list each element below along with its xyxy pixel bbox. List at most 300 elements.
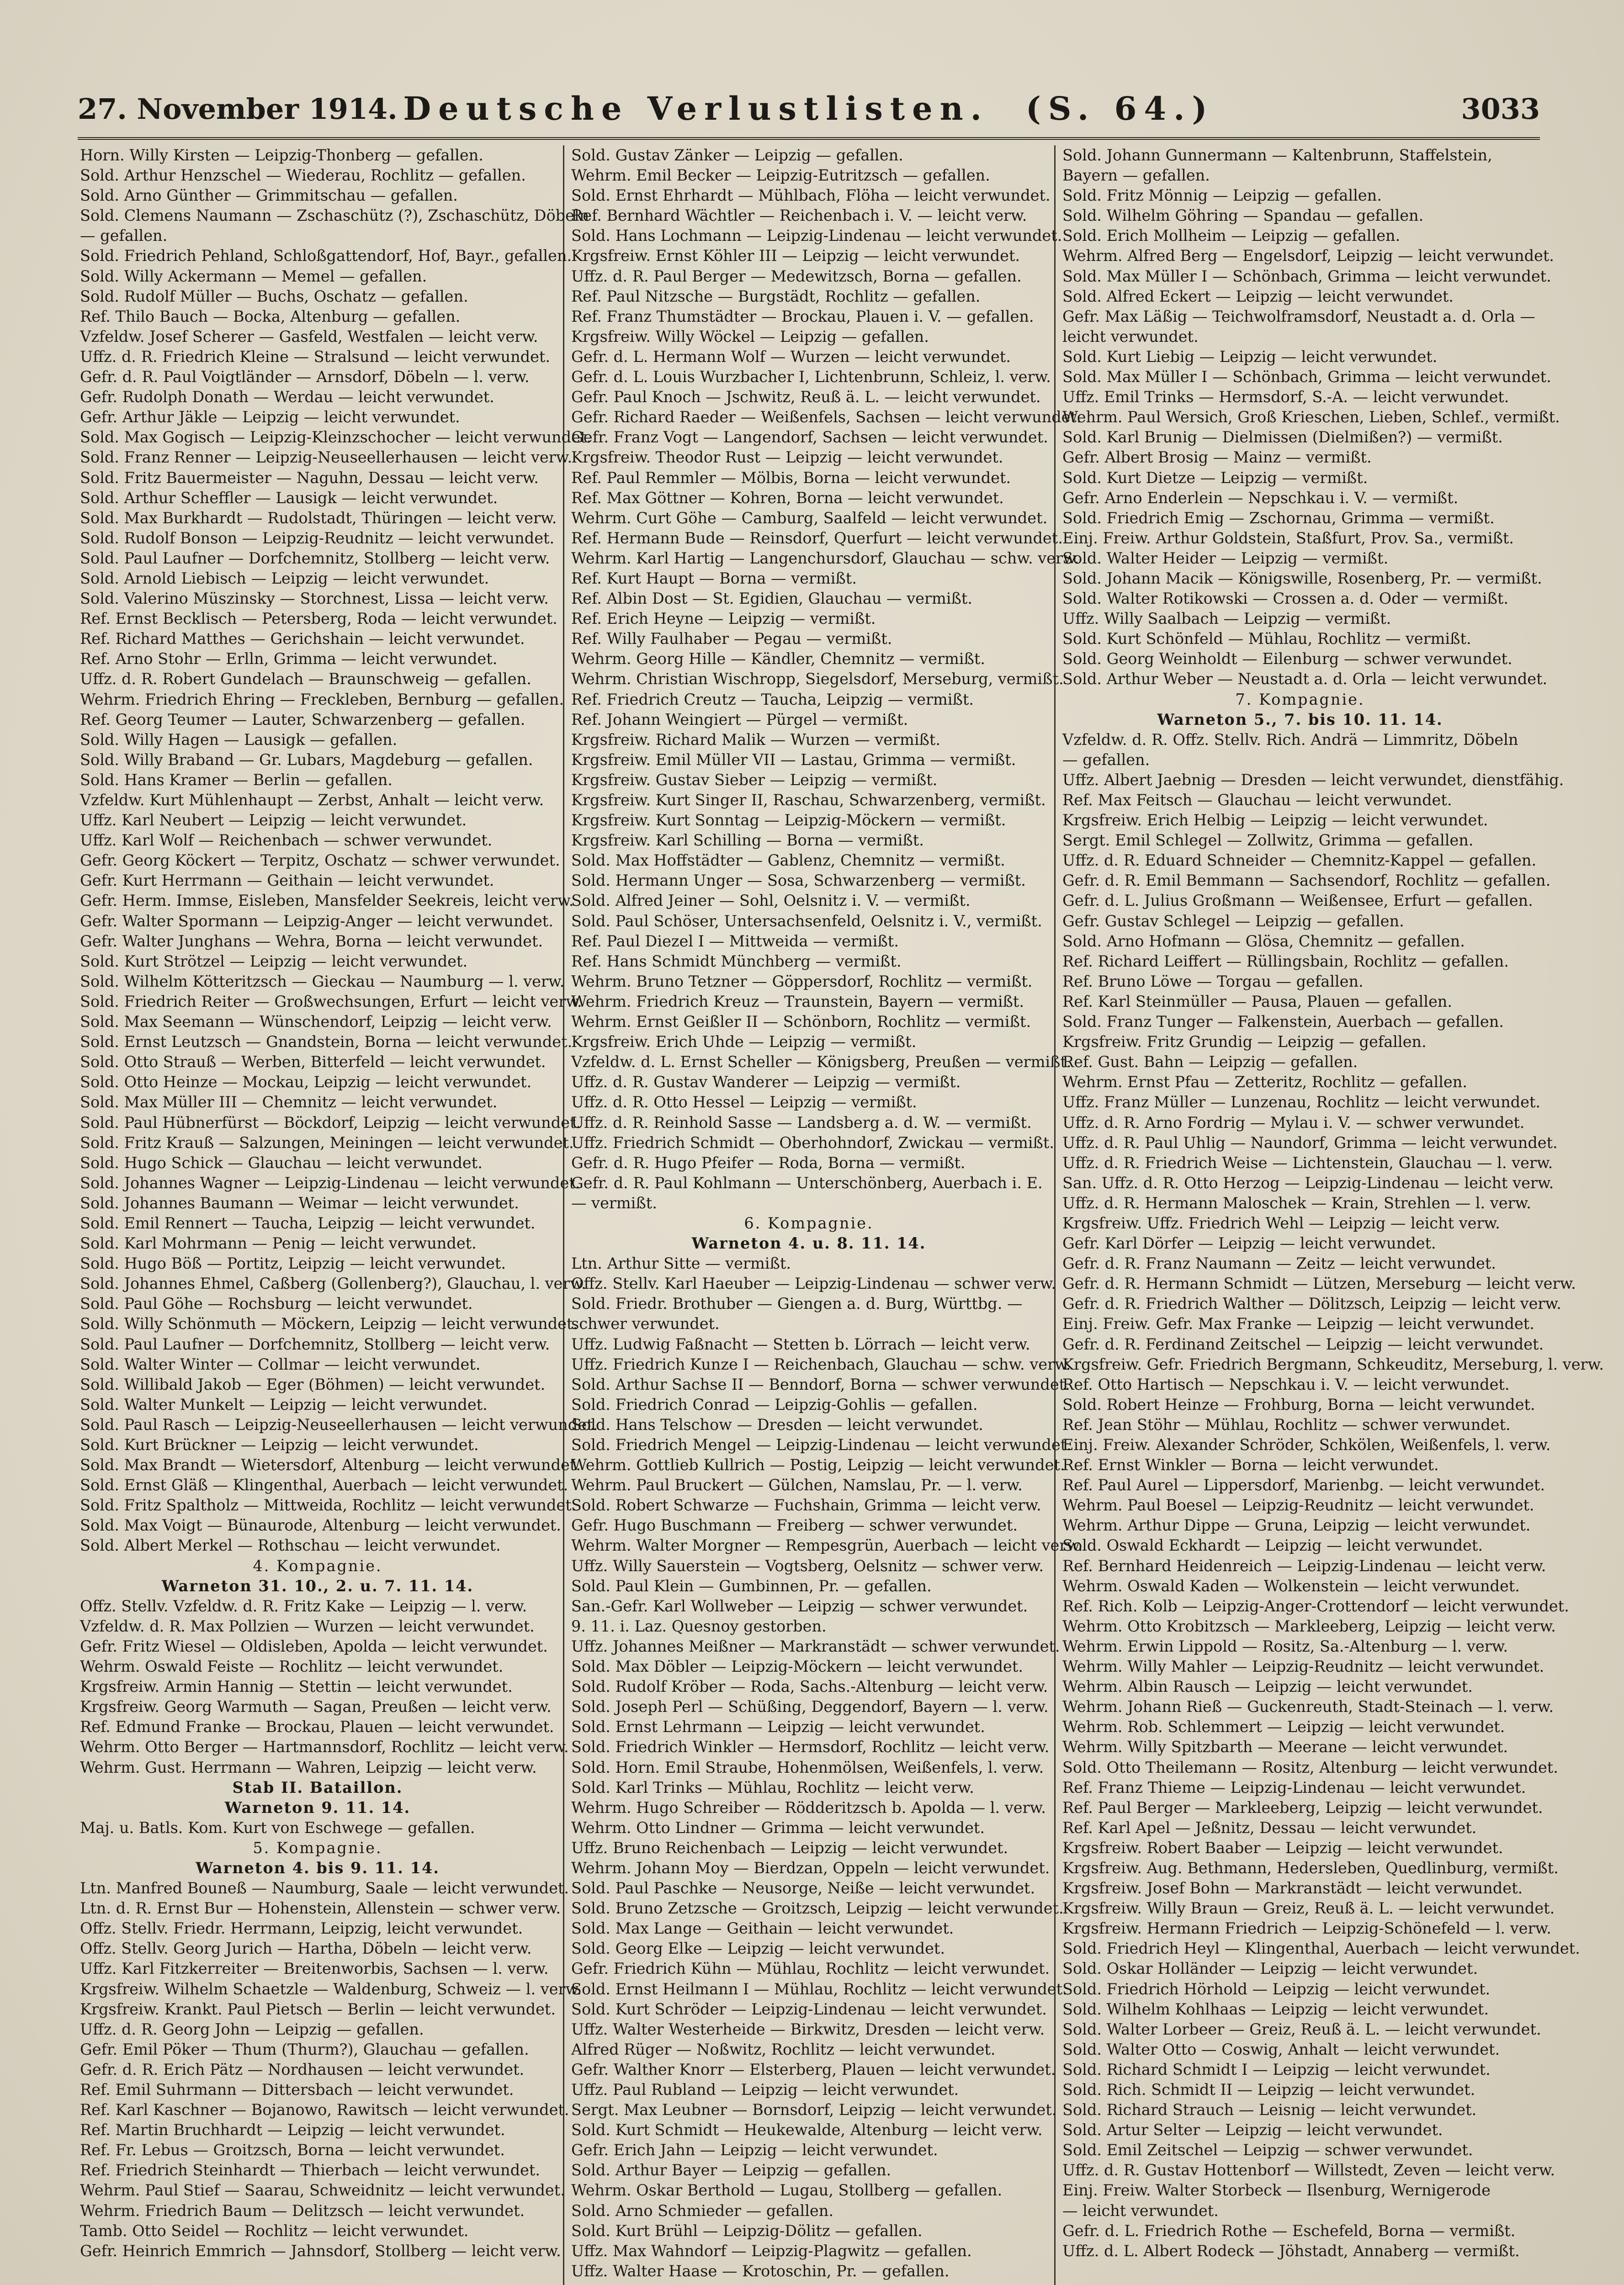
company-heading: 6. Kompagnie. [744,1214,874,1232]
casualty-entry: Sold. Otto Theilemann — Rositz, Altenburg — leicht verwundet. [1062,1758,1558,1776]
location-date-heading: Warneton 4. bis 9. 11. 14. [196,1859,440,1877]
casualty-entry: Einj. Freiw. Gefr. Max Franke — Leipzig — leicht verwundet. [1062,1315,1534,1333]
casualty-entry: Vzfeldw. d. L. Ernst Scheller — Königsberg, Preußen — vermißt. [571,1053,1072,1071]
casualty-entry: Sold. Hans Telschow — Dresden — leicht verwundet. [571,1415,983,1434]
casualty-entry: Wehrm. Gust. Herrmann — Wahren, Leipzig — leicht verw. [80,1758,537,1776]
casualty-entry: Uffz. d. R. Gustav Hottenborf — Willstedt, Zeven — leicht verw. [1062,2161,1555,2179]
casualty-entry: Wehrm. Curt Göhe — Camburg, Saalfeld — leicht verwundet. [571,509,1048,527]
casualty-entry: Uffz. Friedrich Kunze I — Reichenbach, Glauchau — schw. verw. [571,1355,1071,1373]
casualty-entry: Wehrm. Willy Mahler — Leipzig-Reudnitz — leicht verwundet. [1062,1658,1544,1676]
casualty-entry: Sold. Walter Munkelt — Leipzig — leicht verwundet. [80,1395,488,1414]
casualty-entry: Uffz. d. R. Friedrich Kleine — Stralsund — leicht verwundet. [80,347,551,366]
casualty-entry: Sold. Walter Otto — Coswig, Anhalt — leicht verwundet. [1062,2040,1500,2058]
casualty-entry: Sold. Gustav Zänker — Leipzig — gefallen. [571,146,903,164]
casualty-entry: Sold. Hugo Böß — Portitz, Leipzig — leicht verwundet. [80,1254,506,1273]
casualty-entry: Tamb. Otto Seidel — Rochlitz — leicht verwundet. [80,2221,469,2240]
casualty-entry: Sold. Wilhelm Kötteritzsch — Gieckau — Naumburg — l. verw. [80,972,565,990]
casualty-entry: Gefr. Franz Vogt — Langendorf, Sachsen — leicht verwundet. [571,428,1048,446]
casualty-entry: Offz. Stellv. Friedr. Herrmann, Leipzig, leicht verwundet. [80,1919,523,1938]
casualty-entry: Sold. Karl Trinks — Mühlau, Rochlitz — leicht verw. [571,1778,974,1796]
casualty-entry: Krgsfreiw. Krankt. Paul Pietsch — Berlin — leicht verwundet. [80,2000,556,2018]
casualty-entry: Ltn. d. R. Ernst Bur — Hohenstein, Allenstein — schwer verw. [80,1899,561,1918]
casualty-entry: Sold. Rudolf Müller — Buchs, Oschatz — gefallen. [80,287,468,305]
casualty-entry: Gefr. Fritz Wiesel — Oldisleben, Apolda — leicht verwundet. [80,1637,548,1655]
casualty-entry: Gefr. Gustav Schlegel — Leipzig — gefallen. [1062,912,1404,930]
casualty-entry: Ref. Arno Stohr — Erlln, Grimma — leicht verwundet. [80,650,498,668]
location-date-heading: Stab II. Bataillon. [232,1778,403,1796]
casualty-entry: Sold. Willy Braband — Gr. Lubars, Magdeburg — gefallen. [80,750,533,769]
casualty-entry: Gefr. d. R. Paul Kohlmann — Unterschönberg, Auerbach i. E. [571,1174,1043,1192]
casualty-entry: Gefr. Kurt Herrmann — Geithain — leicht verwundet. [80,871,494,890]
casualty-entry: Sold. Walter Lorbeer — Greiz, Reuß ä. L. — leicht verwundet. [1062,2020,1541,2038]
casualty-entry: Uffz. d. R. Paul Uhlig — Naundorf, Grimma — leicht verwundet. [1062,1133,1558,1152]
casualty-entry: Wehrm. Paul Stief — Saarau, Schweidnitz — leicht verwundet. [80,2181,565,2200]
casualty-entry: Sold. Willibald Jakob — Eger (Böhmen) — leicht verwundet. [80,1375,546,1393]
casualty-entry: Sold. Ernst Heilmann I — Mühlau, Rochlitz — leicht verwundet. [571,1980,1067,1998]
casualty-entry: Sold. Johannes Ehmel, Caßberg (Gollenberg?), Glauchau, l. verw. [80,1275,586,1293]
casualty-entry: Vzfeldw. d. R. Max Pollzien — Wurzen — leicht verwundet. [80,1617,535,1635]
publication-title [78,90,1540,128]
casualty-entry: Offz. Stellv. Georg Jurich — Hartha, Döbeln — leicht verw. [80,1940,532,1958]
casualty-entry: Gefr. Heinrich Emmrich — Jahnsdorf, Stollberg — leicht verw. [80,2242,561,2260]
casualty-entry: Uffz. d. R. Paul Berger — Medewitzsch, Borna — gefallen. [571,267,1022,285]
casualty-entry: Sold. Max Müller III — Chemnitz — leicht verwundet. [80,1093,498,1111]
casualty-entry: Wehrm. Paul Boesel — Leipzig-Reudnitz — leicht verwundet. [1062,1496,1534,1514]
casualty-entry: Bayern — gefallen. [1062,166,1210,185]
casualty-entry: Sold. Walter Heider — Leipzig — vermißt. [1062,549,1389,567]
casualty-entry: Sold. Rich. Schmidt II — Leipzig — leicht verwundet. [1062,2081,1475,2099]
casualty-entry: Sold. Franz Renner — Leipzig-Neuseellerhausen — leicht verw. [80,448,573,467]
casualty-entry: Gefr. Walther Knorr — Elsterberg, Plauen — leicht verwundet. [571,2060,1056,2078]
casualty-entry: Uffz. Johannes Meißner — Markranstädt — schwer verwundet. [571,1637,1060,1655]
casualty-entry: Sold. Friedrich Pehland, Schloßgattendorf, Hof, Bayr., gefallen. [80,247,572,265]
casualty-entry: Uffz. Karl Neubert — Leipzig — leicht verwundet. [80,811,467,829]
casualty-entry: Wehrm. Ernst Pfau — Zetteritz, Rochlitz — gefallen. [1062,1073,1467,1091]
casualty-entry: Ref. Richard Matthes — Gerichshain — leicht verwundet. [80,630,525,648]
casualty-entry: Sold. Friedrich Emig — Zschornau, Grimma — vermißt. [1062,509,1495,527]
casualty-entry: Sold. Paul Schöser, Untersachsenfeld, Oelsnitz i. V., vermißt. [571,912,1042,930]
casualty-entry: Sold. Arthur Scheffler — Lausigk — leicht verwundet. [80,489,498,507]
casualty-entry: Sold. Bruno Zetzsche — Groitzsch, Leipzig — leicht verwundet. [571,1899,1064,1918]
casualty-entry: Uffz. Friedrich Schmidt — Oberhohndorf, Zwickau — vermißt. [571,1133,1054,1152]
casualty-entry: Sold. Fritz Krauß — Salzungen, Meiningen — leicht verwundet. [80,1133,574,1152]
casualty-entry: Wehrm. Friedrich Kreuz — Traunstein, Bayern — vermißt. [571,992,1024,1010]
casualty-entry: Sold. Max Voigt — Bünaurode, Altenburg — leicht verwundet. [80,1516,561,1535]
casualty-entry: Ltn. Manfred Bouneß — Naumburg, Saale — leicht verwundet. [80,1879,569,1897]
title-text: Deutsche Verlustlisten. [403,90,989,128]
casualty-entry: Ref. Max Göttner — Kohren, Borna — leicht verwundet. [571,489,1004,507]
casualty-entry: Krgsfreiw. Kurt Singer II, Raschau, Schwarzenberg, vermißt. [571,791,1046,809]
casualty-entry: Ref. Georg Teumer — Lauter, Schwarzenberg — gefallen. [80,710,525,728]
casualty-entry: Wehrm. Arthur Dippe — Gruna, Leipzig — leicht verwundet. [1062,1516,1531,1535]
casualty-entry: Uffz. Max Wahndorf — Leipzig-Plagwitz — gefallen. [571,2242,972,2260]
casualty-entry: Wehrm. Hugo Schreiber — Rödderitzsch b. Apolda — l. verw. [571,1798,1046,1817]
casualty-entry: Ref. Gust. Bahn — Leipzig — gefallen. [1062,1053,1358,1071]
casualty-entry: Gefr. Hugo Buschmann — Freiberg — schwer verwundet. [571,1516,1018,1535]
casualty-entry: Sold. Paul Klein — Gumbinnen, Pr. — gefallen. [571,1577,932,1595]
casualty-entry: Uffz. Willy Sauerstein — Vogtsberg, Oelsnitz — schwer verw. [571,1557,1044,1575]
casualty-entry: Gefr. d. R. Ferdinand Zeitschel — Leipzig — leicht verwundet. [1062,1335,1544,1353]
casualty-entry: Sold. Kurt Schröder — Leipzig-Lindenau — leicht verwundet. [571,2000,1047,2018]
casualty-entry: Wehrm. Friedrich Baum — Delitzsch — leicht verwundet. [80,2201,525,2220]
casualty-entry: Ref. Paul Berger — Markleeberg, Leipzig — leicht verwundet. [1062,1798,1543,1817]
casualty-entry: Ref. Kurt Haupt — Borna — vermißt. [571,569,857,587]
casualty-entry: 9. 11. i. Laz. Quesnoy gestorben. [571,1617,827,1635]
casualty-entry: Sold. Albert Merkel — Rothschau — leicht verwundet. [80,1536,501,1555]
casualty-entry: Sold. Kurt Schönfeld — Mühlau, Rochlitz — vermißt. [1062,630,1471,648]
casualty-entry: Sold. Robert Heinze — Frohburg, Borna — leicht verwundet. [1062,1395,1535,1414]
casualty-entry: Gefr. d. R. Paul Voigtländer — Arnsdorf, Döbeln — l. verw. [80,368,530,386]
casualty-entry: Sold. Friedrich Winkler — Hermsdorf, Rochlitz — leicht verw. [571,1738,1050,1756]
casualty-entry: Krgsfreiw. Richard Malik — Wurzen — vermißt. [571,730,941,749]
casualty-entry: Sold. Arthur Bayer — Leipzig — gefallen. [571,2161,892,2179]
casualty-entry: Ref. Hermann Bude — Reinsdorf, Querfurt — leicht verwundet. [571,529,1063,547]
casualty-entry: Krgsfreiw. Gustav Sieber — Leipzig — vermißt. [571,771,938,789]
casualty-entry: Uffz. Franz Müller — Lunzenau, Rochlitz — leicht verwundet. [1062,1093,1541,1111]
casualty-entry: Ref. Otto Hartisch — Nepschkau i. V. — leicht verwundet. [1062,1375,1510,1393]
casualty-entry: Wehrm. Ernst Geißler II — Schönborn, Rochlitz — vermißt. [571,1013,1031,1031]
casualty-entry: Ref. Bruno Löwe — Torgau — gefallen. [1062,972,1364,990]
casualty-entry: Einj. Freiw. Arthur Goldstein, Staßfurt, Prov. Sa., vermißt. [1062,529,1514,547]
casualty-entry: Uffz. d. R. Reinhold Sasse — Landsberg a. d. W. — vermißt. [571,1113,1032,1132]
casualty-entry: Sold. Alfred Jeiner — Sohl, Oelsnitz i. V. — vermißt. [571,892,971,910]
casualty-entry: Krgsfreiw. Erich Helbig — Leipzig — leicht verwundet. [1062,811,1488,829]
casualty-entry: Sold. Wilhelm Göhring — Spandau — gefallen. [1062,207,1424,225]
casualty-entry: Gefr. Arno Enderlein — Nepschkau i. V. — vermißt. [1062,489,1459,507]
casualty-entry: Sold. Fritz Mönnig — Leipzig — gefallen. [1062,186,1382,205]
casualty-entry: Krgsfreiw. Gefr. Friedrich Bergmann, Schkeuditz, Merseburg, l. verw. [1062,1355,1604,1373]
casualty-entry: Sold. Rudolf Kröber — Roda, Sachs.-Altenburg — leicht verw. [571,1678,1048,1696]
casualty-entry: Sold. Karl Brunig — Dielmissen (Dielmißen?) — vermißt. [1062,428,1503,446]
location-date-heading: Warneton 9. 11. 14. [224,1798,411,1817]
casualty-entry: Gefr. Richard Raeder — Weißenfels, Sachsen — leicht verwundet. [571,408,1082,426]
casualty-entry: Sold. Max Lange — Geithain — leicht verwundet. [571,1919,954,1938]
casualty-entry: Gefr. Albert Brosig — Mainz — vermißt. [1062,448,1372,467]
casualty-entry: Krgsfreiw. Wilhelm Schaetzle — Waldenburg, Schweiz — l. verw. [80,1980,582,1998]
casualty-entry: Gefr. Rudolph Donath — Werdau — leicht verwundet. [80,388,494,406]
column-divider [563,145,564,2285]
casualty-entry: Gefr. Paul Knoch — Jschwitz, Reuß ä. L. — leicht verwundet. [571,388,1041,406]
casualty-entry: Ref. Fr. Lebus — Groitzsch, Borna — leicht verwundet. [80,2141,505,2159]
casualty-entry: Krgsfreiw. Uffz. Friedrich Wehl — Leipzig — leicht verw. [1062,1214,1500,1232]
casualty-entry: Ref. Max Feitsch — Glauchau — leicht verwundet. [1062,791,1452,809]
casualty-entry: Uffz. Willy Saalbach — Leipzig — vermißt. [1062,610,1391,628]
casualty-entry: Krgsfreiw. Willy Braun — Greiz, Reuß ä. L. — leicht verwundet. [1062,1899,1555,1918]
casualty-entry: Sold. Emil Rennert — Taucha, Leipzig — leicht verwundet. [80,1214,536,1232]
page-header [78,83,1540,133]
casualty-entry: Ref. Erich Heyne — Leipzig — vermißt. [571,610,876,628]
casualty-entry: Ref. Emil Suhrmann — Dittersbach — leicht verwundet. [80,2081,514,2099]
casualty-entry: Ref. Albin Dost — St. Egidien, Glauchau — vermißt. [571,590,972,608]
casualty-entry: Uffz. Karl Wolf — Reichenbach — schwer verwundet. [80,831,493,850]
casualty-entry: Krgsfreiw. Emil Müller VII — Lastau, Grimma — vermißt. [571,750,1016,769]
casualty-entry: Wehrm. Oswald Kaden — Wolkenstein — leicht verwundet. [1062,1577,1520,1595]
casualty-entry: Gefr. d. L. Louis Wurzbacher I, Lichtenbrunn, Schleiz, l. verw. [571,368,1051,386]
casualty-entry: Uffz. d. R. Arno Fordrig — Mylau i. V. — schwer verwundet. [1062,1113,1525,1132]
casualty-entry: Sold. Karl Mohrmann — Penig — leicht verwundet. [80,1234,477,1253]
casualty-entry: Uffz. d. R. Gustav Wanderer — Leipzig — vermißt. [571,1073,961,1091]
page-number: 3033 [1461,92,1540,126]
casualty-entry: Krgsfreiw. Erich Uhde — Leipzig — vermißt. [571,1033,917,1051]
casualty-entry: Sold. Hermann Unger — Sosa, Schwarzenberg — vermißt. [571,871,1026,890]
casualty-entry: Gefr. Herm. Immse, Eisleben, Mansfelder Seekreis, leicht verw. [80,892,574,910]
casualty-entry: Wehrm. Friedrich Ehring — Freckleben, Bernburg — gefallen. [80,690,564,708]
casualty-entry: Uffz. d. R. Friedrich Weise — Lichtenstein, Glauchau — l. verw. [1062,1153,1553,1172]
casualty-entry: Sold. Arnold Liebisch — Leipzig — leicht verwundet. [80,569,489,587]
casualty-column-3 [1062,145,1604,2261]
casualty-entry: Wehrm. Karl Hartig — Langenchursdorf, Glauchau — schw. verw. [571,549,1079,567]
casualty-entry: Sold. Clemens Naumann — Zschaschütz (?), Zschaschütz, Döbeln [80,207,589,225]
casualty-entry: Gefr. d. R. Hermann Schmidt — Lützen, Merseburg — leicht verw. [1062,1275,1576,1293]
casualty-entry: Wehrm. Otto Krobitzsch — Markleeberg, Leipzig — leicht verw. [1062,1617,1556,1635]
casualty-entry: Wehrm. Alfred Berg — Engelsdorf, Leipzig — leicht verwundet. [1062,247,1554,265]
casualty-entry: Uffz. Paul Rubland — Leipzig — leicht verwundet. [571,2081,959,2099]
casualty-entry: Gefr. Walter Spormann — Leipzig-Anger — leicht verwundet. [80,912,553,930]
casualty-entry: Sold. Otto Heinze — Mockau, Leipzig — leicht verwundet. [80,1073,532,1091]
casualty-entry: Gefr. Emil Pöker — Thum (Thurm?), Glauchau — gefallen. [80,2040,529,2058]
casualty-entry: Gefr. Karl Dörfer — Leipzig — leicht verwundet. [1062,1234,1436,1253]
casualty-entry: Sold. Arthur Weber — Neustadt a. d. Orla — leicht verwundet. [1062,670,1548,688]
casualty-entry: Ref. Rich. Kolb — Leipzig-Anger-Crottendorf — leicht verwundet. [1062,1597,1569,1615]
casualty-entry: Offz. Stellv. Vzfeldw. d. R. Fritz Kake — Leipzig — l. verw. [80,1597,527,1615]
casualty-entry: Ref. Richard Leiffert — Rüllingsbain, Rochlitz — gefallen. [1062,952,1509,970]
casualty-entry: Sold. Horn. Emil Straube, Hohenmölsen, Weißenfels, l. verw. [571,1758,1044,1776]
casualty-entry: Krgsfreiw. Willy Wöckel — Leipzig — gefallen. [571,327,929,345]
casualty-entry: Sold. Kurt Brühl — Leipzig-Dölitz — gefallen. [571,2221,923,2240]
casualty-entry: Sold. Georg Weinholdt — Eilenburg — schwer verwundet. [1062,650,1513,668]
casualty-entry: Sold. Max Burkhardt — Rudolstadt, Thüringen — leicht verw. [80,509,557,527]
casualty-entry: Gefr. d. R. Franz Naumann — Zeitz — leicht verwundet. [1062,1254,1496,1273]
casualty-entry: Ref. Hans Schmidt Münchberg — vermißt. [571,952,902,970]
location-date-heading: Warneton 5., 7. bis 10. 11. 14. [1157,710,1443,728]
casualty-entry: Wehrm. Oskar Berthold — Lugau, Stollberg — gefallen. [571,2181,1003,2200]
casualty-entry: Wehrm. Paul Wersich, Groß Krieschen, Lieben, Schlef., vermißt. [1062,408,1560,426]
casualty-entry: Uffz. Ludwig Faßnacht — Stetten b. Lörrach — leicht verw. [571,1335,1030,1353]
casualty-entry: Ref. Bernhard Wächtler — Reichenbach i. V. — leicht verw. [571,207,1027,225]
casualty-entry: Sold. Paul Hübnerfürst — Böckdorf, Leipzig — leicht verwundet. [80,1113,581,1132]
casualty-entry: Sold. Hugo Schick — Glauchau — leicht verwundet. [80,1153,483,1172]
casualty-entry: Sold. Franz Tunger — Falkenstein, Auerbach — gefallen. [1062,1013,1504,1031]
casualty-entry: Krgsfreiw. Karl Schilling — Borna — vermißt. [571,831,924,850]
casualty-entry: Uffz. Bruno Reichenbach — Leipzig — leicht verwundet. [571,1839,1008,1857]
casualty-entry: schwer verwundet. [571,1315,720,1333]
casualty-entry: Krgsfreiw. Armin Hannig — Stettin — leicht verwundet. [80,1678,513,1696]
casualty-entry: Gefr. Friedrich Kühn — Mühlau, Rochlitz — leicht verwundet. [571,1960,1050,1978]
casualty-entry: Sold. Georg Elke — Leipzig — leicht verwundet. [571,1940,945,1958]
casualty-entry: Sold. Friedrich Conrad — Leipzig-Gohlis — gefallen. [571,1395,978,1414]
casualty-entry: Krgsfreiw. Fritz Grundig — Leipzig — gefallen. [1062,1033,1427,1051]
casualty-entry: Sold. Wilhelm Kohlhaas — Leipzig — leicht verwundet. [1062,2000,1489,2018]
casualty-entry: Maj. u. Batls. Kom. Kurt von Eschwege — gefallen. [80,1818,475,1837]
casualty-entry: Sold. Willy Ackermann — Memel — gefallen. [80,267,427,285]
casualty-entry: Ref. Bernhard Heidenreich — Leipzig-Lindenau — leicht verw. [1062,1557,1546,1575]
casualty-entry: Sold. Oskar Holländer — Leipzig — leicht verwundet. [1062,1960,1478,1978]
casualty-entry: Sergt. Max Leubner — Bornsdorf, Leipzig — leicht verwundet. [571,2101,1057,2119]
casualty-entry: Sold. Johannes Wagner — Leipzig-Lindenau — leicht verwundet. [80,1174,580,1192]
casualty-entry: Einj. Freiw. Walter Storbeck — Ilsenburg, Wernigerode [1062,2181,1491,2200]
casualty-entry: Wehrm. Willy Spitzbarth — Meerane — leicht verwundet. [1062,1738,1508,1756]
casualty-entry: Sold. Willy Hagen — Lausigk — gefallen. [80,730,398,749]
casualty-entry: Wehrm. Johann Moy — Bierdzan, Oppeln — leicht verwundet. [571,1859,1050,1877]
casualty-entry: Ref. Ernst Winkler — Borna — leicht verwundet. [1062,1456,1439,1474]
casualty-entry: Sold. Kurt Strötzel — Leipzig — leicht verwundet. [80,952,468,970]
casualty-entry: Wehrm. Walter Morgner — Rempesgrün, Auerbach — leicht verw. [571,1536,1083,1555]
casualty-entry: Wehrm. Rob. Schlemmert — Leipzig — leicht verwundet. [1062,1718,1505,1736]
casualty-entry: Sold. Kurt Dietze — Leipzig — vermißt. [1062,468,1368,487]
casualty-entry: Gefr. Walter Junghans — Wehra, Borna — leicht verwundet. [80,932,543,950]
casualty-entry: Alfred Rüger — Noßwitz, Rochlitz — leicht verwundet. [571,2040,996,2058]
casualty-entry: Ref. Franz Thumstädter — Brockau, Plauen i. V. — gefallen. [571,307,1034,325]
casualty-entry: Gefr. Arthur Jäkle — Leipzig — leicht verwundet. [80,408,460,426]
casualty-entry: Sold. Walter Rotikowski — Crossen a. d. Oder — vermißt. [1062,590,1508,608]
casualty-entry: Sold. Hans Kramer — Berlin — gefallen. [80,771,393,789]
casualty-entry: Sold. Fritz Spaltholz — Mittweida, Rochlitz — leicht verwundet. [80,1496,577,1514]
casualty-entry: Ref. Friedrich Creutz — Taucha, Leipzig — vermißt. [571,690,974,708]
casualty-entry: Krgsfreiw. Ernst Köhler III — Leipzig — leicht verwundet. [571,247,1020,265]
casualty-entry: Sold. Max Gogisch — Leipzig-Kleinzschocher — leicht verwundet. [80,428,592,446]
casualty-entry: Krgsfreiw. Aug. Bethmann, Hedersleben, Quedlinburg, vermißt. [1062,1859,1559,1877]
casualty-entry: Wehrm. Bruno Tetzner — Göppersdorf, Rochlitz — vermißt. [571,972,1033,990]
casualty-entry: Ref. Jean Stöhr — Mühlau, Rochlitz — schwer verwundet. [1062,1415,1511,1434]
casualty-entry: Ref. Karl Steinmüller — Pausa, Plauen — gefallen. [1062,992,1453,1010]
casualty-entry: Sold. Oswald Eckhardt — Leipzig — leicht verwundet. [1062,1536,1483,1555]
casualty-entry: Ref. Franz Thieme — Leipzig-Lindenau — leicht verwundet. [1062,1778,1526,1796]
casualty-entry: Uffz. d. R. Otto Hessel — Leipzig — vermißt. [571,1093,917,1111]
casualty-entry: Offz. Stellv. Karl Haeuber — Leipzig-Lindenau — schwer verw. [571,1275,1056,1293]
casualty-entry: San.-Gefr. Karl Wollweber — Leipzig — schwer verwundet. [571,1597,1028,1615]
casualty-entry: Uffz. d. R. Georg John — Leipzig — gefallen. [80,2020,424,2038]
casualty-entry: Horn. Willy Kirsten — Leipzig-Thonberg — gefallen. [80,146,483,164]
casualty-entry: Vzfeldw. Josef Scherer — Gasfeld, Westfalen — leicht verw. [80,327,538,345]
casualty-entry: — gefallen. [1062,750,1150,769]
company-heading: 4. Kompagnie. [253,1557,382,1575]
casualty-entry: Gefr. d. R. Hugo Pfeifer — Roda, Borna — vermißt. [571,1153,966,1172]
casualty-entry: Krgsfreiw. Josef Bohn — Markranstädt — leicht verwundet. [1062,1879,1523,1897]
casualty-entry: Ref. Johann Weingiert — Pürgel — vermißt. [571,710,908,728]
casualty-entry: Sold. Hans Lochmann — Leipzig-Lindenau — leicht verwundet. [571,227,1062,245]
casualty-entry: Gefr. d. L. Friedrich Rothe — Eschefeld, Borna — vermißt. [1062,2221,1516,2240]
casualty-entry: Sold. Max Seemann — Wünschendorf, Leipzig — leicht verw. [80,1013,552,1031]
casualty-entry: Ref. Paul Remmler — Mölbis, Borna — leicht verwundet. [571,468,1011,487]
casualty-entry: Krgsfreiw. Kurt Sonntag — Leipzig-Möckern — vermißt. [571,811,1006,829]
casualty-entry: Ref. Ernst Becklisch — Petersberg, Roda — leicht verwundet. [80,610,557,628]
casualty-entry: Wehrm. Otto Berger — Hartmannsdorf, Rochlitz — leicht verw. [80,1738,569,1756]
casualty-entry: — vermißt. [571,1194,657,1212]
casualty-entry: Sold. Robert Schwarze — Fuchshain, Grimma — leicht verw. [571,1496,1041,1514]
casualty-entry: Sold. Friedrich Heyl — Klingenthal, Auerbach — leicht verwundet. [1062,1940,1580,1958]
casualty-entry: Sold. Paul Laufner — Dorfchemnitz, Stollberg — leicht verw. [80,549,550,567]
casualty-entry: Sold. Ernst Lehrmann — Leipzig — leicht verwundet. [571,1718,985,1736]
casualty-entry: Sold. Richard Schmidt I — Leipzig — leicht verwundet. [1062,2060,1491,2078]
casualty-entry: Gefr. Erich Jahn — Leipzig — leicht verwundet. [571,2141,938,2159]
casualty-entry: Uffz. Emil Trinks — Hermsdorf, S.-A. — leicht verwundet. [1062,388,1509,406]
casualty-entry: Wehrm. Albin Rausch — Leipzig — leicht verwundet. [1062,1678,1473,1696]
casualty-entry: Sold. Paul Laufner — Dorfchemnitz, Stollberg — leicht verw. [80,1335,550,1353]
casualty-entry: Wehrm. Christian Wischropp, Siegelsdorf, Merseburg, vermißt. [571,670,1064,688]
casualty-entry: Sold. Friedrich Mengel — Leipzig-Lindenau — leicht verwundet. [571,1436,1072,1454]
casualty-entry: Krgsfreiw. Robert Baaber — Leipzig — leicht verwundet. [1062,1839,1503,1857]
casualty-entry: Sold. Willy Schönmuth — Möckern, Leipzig — leicht verwundet. [80,1315,578,1333]
casualty-entry: Gefr. d. L. Hermann Wolf — Wurzen — leicht verwundet. [571,347,1011,366]
casualty-entry: Sold. Max Hoffstädter — Gablenz, Chemnitz — vermißt. [571,851,1005,870]
casualty-entry: Sold. Rudolf Bonson — Leipzig-Reudnitz — leicht verwundet. [80,529,555,547]
casualty-entry: Sold. Ernst Ehrhardt — Mühlbach, Flöha — leicht verwundet. [571,186,1051,205]
casualty-entry: Wehrm. Emil Becker — Leipzig-Eutritzsch — gefallen. [571,166,990,185]
casualty-entry: Gefr. d. L. Julius Großmann — Weißensee, Erfurt — gefallen. [1062,892,1533,910]
casualty-entry: Wehrm. Johann Rieß — Guckenreuth, Stadt-Steinach — l. verw. [1062,1698,1554,1716]
casualty-entry: Wehrm. Gottlieb Kullrich — Postig, Leipzig — leicht verwundet. [571,1456,1065,1474]
location-date-heading: Warneton 31. 10., 2. u. 7. 11. 14. [161,1577,474,1595]
casualty-entry: Sold. Emil Zeitschel — Leipzig — schwer verwundet. [1062,2141,1473,2159]
casualty-entry: Sold. Paul Rasch — Leipzig-Neuseellerhausen — leicht verwundet. [80,1415,598,1434]
casualty-entry: Sold. Fritz Bauermeister — Naguhn, Dessau — leicht verw. [80,468,539,487]
casualty-entry: Ref. Karl Apel — Jeßnitz, Dessau — leicht verwundet. [1062,1818,1477,1837]
casualty-entry: Uffz. Karl Fitzkerreiter — Breitenworbis, Sachsen — l. verw. [80,1960,549,1978]
casualty-entry: Wehrm. Georg Hille — Kändler, Chemnitz — vermißt. [571,650,985,668]
location-date-heading: Warneton 4. u. 8. 11. 14. [691,1234,926,1253]
casualty-entry: Ref. Karl Kaschner — Bojanowo, Rawitsch — leicht verwundet. [80,2101,569,2119]
casualty-entry: Sold. Paul Göhe — Rochsburg — leicht verwundet. [80,1295,473,1313]
casualty-entry: Sold. Friedr. Brothuber — Giengen a. d. Burg, Württbg. — [571,1295,1023,1313]
casualty-entry: — gefallen. [80,227,168,245]
casualty-entry: Sold. Otto Strauß — Werben, Bitterfeld — leicht verwundet. [80,1053,546,1071]
casualty-entry: Wehrm. Paul Bruckert — Gülchen, Namslau, Pr. — l. verw. [571,1476,1023,1494]
casualty-entry: Gefr. d. R. Friedrich Walther — Dölitzsch, Leipzig — leicht verw. [1062,1295,1561,1313]
casualty-entry: Sold. Max Döbler — Leipzig-Möckern — leicht verwundet. [571,1658,1023,1676]
casualty-entry: Vzfeldw. Kurt Mühlenhaupt — Zerbst, Anhalt — leicht verw. [80,791,544,809]
casualty-entry: Ref. Paul Nitzsche — Burgstädt, Rochlitz — gefallen. [571,287,981,305]
casualty-entry: Gefr. d. R. Emil Bemmann — Sachsendorf, Rochlitz — gefallen. [1062,871,1551,890]
casualty-entry: Sold. Arthur Henzschel — Wiederau, Rochlitz — gefallen. [80,166,526,185]
casualty-entry: Sergt. Emil Schlegel — Zollwitz, Grimma — gefallen. [1062,831,1474,850]
casualty-entry: Ref. Willy Faulhaber — Pegau — vermißt. [571,630,892,648]
casualty-entry: Sold. Johann Macik — Königswille, Rosenberg, Pr. — vermißt. [1062,569,1542,587]
casualty-entry: Krgsfreiw. Hermann Friedrich — Leipzig-Schönefeld — l. verw. [1062,1919,1551,1938]
casualty-entry: Uffz. d. R. Robert Gundelach — Braunschweig — gefallen. [80,670,531,688]
casualty-entry: Uffz. d. R. Hermann Maloschek — Krain, Strehlen — l. verw. [1062,1194,1531,1212]
casualty-entry: Sold. Artur Selter — Leipzig — leicht verwundet. [1062,2121,1443,2139]
casualty-entry: Sold. Kurt Liebig — Leipzig — leicht verwundet. [1062,347,1438,366]
casualty-entry: Uffz. Walter Haase — Krotoschin, Pr. — gefallen. [571,2262,950,2280]
casualty-entry: Ltn. Arthur Sitte — vermißt. [571,1254,791,1273]
casualty-entry: Ref. Friedrich Steinhardt — Thierbach — leicht verwundet. [80,2161,540,2179]
casualty-entry: Uffz. d. L. Albert Rodeck — Jöhstadt, Annaberg — vermißt. [1062,2242,1520,2260]
casualty-entry: Sold. Erich Mollheim — Leipzig — gefallen. [1062,227,1401,245]
casualty-entry: Sold. Arthur Sachse II — Benndorf, Borna — schwer verwundet. [571,1375,1070,1393]
casualty-entry: Sold. Max Müller I — Schönbach, Grimma — leicht verwundet. [1062,368,1551,386]
casualty-entry: Krgsfreiw. Georg Warmuth — Sagan, Preußen — leicht verw. [80,1698,552,1716]
header-rule [78,137,1540,140]
casualty-entry: Ref. Paul Aurel — Lippersdorf, Marienbg. — leicht verwundet. [1062,1476,1545,1494]
casualty-entry: San. Uffz. d. R. Otto Herzog — Leipzig-Lindenau — leicht verw. [1062,1174,1554,1192]
company-heading: 5. Kompagnie. [253,1839,382,1857]
casualty-entry: Wehrm. Erwin Lippold — Rositz, Sa.-Altenburg — l. verw. [1062,1637,1508,1655]
casualty-entry: — leicht verwundet. [1062,2201,1219,2220]
casualty-entry: Sold. Max Müller I — Schönbach, Grimma — leicht verwundet. [1062,267,1551,285]
casualty-entry: Sold. Valerino Müszinsky — Storchnest, Lissa — leicht verw. [80,590,549,608]
casualty-entry: Sold. Friedrich Hörhold — Leipzig — leicht verwundet. [1062,1980,1491,1998]
casualty-entry: Sold. Max Brandt — Wietersdorf, Altenburg — leicht verwundet. [80,1456,581,1474]
column-divider [1054,145,1056,2285]
sheet-number: (S. 64.) [1025,90,1215,128]
casualty-entry: Sold. Arno Günther — Grimmitschau — gefallen. [80,186,458,205]
casualty-entry: Gefr. Max Läßig — Teichwolframsdorf, Neustadt a. d. Orla — [1062,307,1535,325]
casualty-entry: leicht verwundet. [1062,327,1199,345]
casualty-entry: Wehrm. Otto Lindner — Grimma — leicht verwundet. [571,1818,985,1837]
casualty-column-2 [571,145,1083,2281]
casualty-entry: Sold. Arno Schmieder — gefallen. [571,2201,833,2220]
casualty-entry: Sold. Ernst Gläß — Klingenthal, Auerbach — leicht verwundet. [80,1476,568,1494]
